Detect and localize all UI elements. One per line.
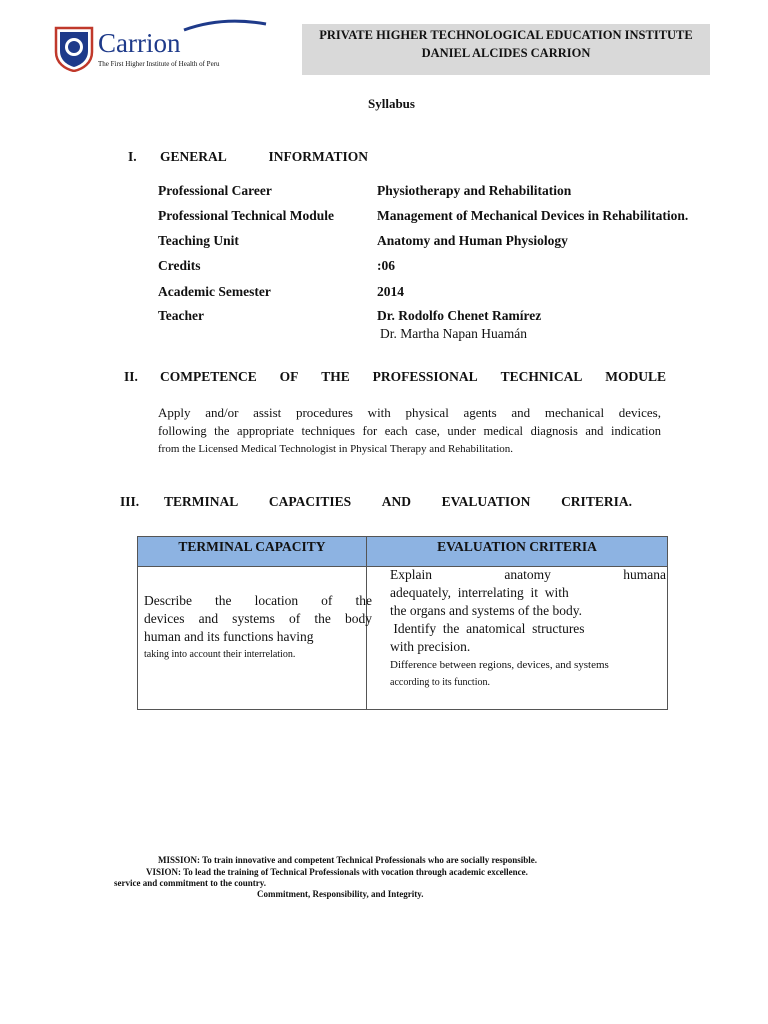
logo-name: Carrion (98, 28, 181, 58)
capacity-line: Describe the location of the (144, 593, 372, 608)
section-2-title-word: PROFESSIONAL (372, 369, 478, 384)
section-2-title-word: MODULE (605, 369, 666, 384)
criteria-line: with precision. (390, 639, 471, 654)
section-2-number: II. (124, 369, 138, 384)
criteria-line: adequately, interrelating it with (390, 585, 569, 600)
competence-line: Apply and/or assist procedures with physical agents and mechanical devices, (158, 405, 661, 420)
footer-mission: MISSION: To train innovative and competent Technical Professionals who are socially responsible. (158, 855, 538, 865)
info-label: Teaching Unit (158, 233, 239, 248)
section-3-title-word: EVALUATION (441, 494, 531, 509)
capacity-line: taking into account their interrelation. (144, 649, 296, 660)
section-2-title-word: COMPETENCE (160, 369, 257, 384)
document-title: Syllabus (368, 96, 415, 111)
footer-vision: VISION: To lead the training of Technical Professionals with vocation through academic excellence. (146, 867, 528, 877)
criteria-item-1: Explain anatomy humana (390, 567, 666, 582)
info-label: Credits (158, 258, 201, 273)
capacity-line: devices and systems of the body (144, 611, 372, 626)
competence-line: from the Licensed Medical Technologist in Physical Therapy and Rehabilitation. (158, 443, 514, 455)
section-3-title-word: CAPACITIES (268, 494, 352, 509)
header-line-2: DANIEL ALCIDES CARRION (421, 46, 591, 60)
section-1-number: I. (128, 149, 137, 164)
info-label: Academic Semester (158, 284, 271, 299)
section-1-title-word: INFORMATION (268, 149, 368, 164)
info-label: Professional Technical Module (158, 208, 335, 223)
logo-tagline: The First Higher Institute of Health of Peru (98, 60, 220, 68)
institute-logo (52, 24, 244, 74)
criteria-line: the organs and systems of the body. (390, 603, 582, 618)
capacity-line: human and its functions having (144, 629, 314, 644)
competence-line: following the appropriate techniques for each case, under medical diagnosis and indication (158, 424, 661, 438)
section-2-title-word: THE (321, 369, 350, 384)
teacher-extra: Dr. Martha Napan Huamán (380, 326, 527, 341)
criteria-item-2: Identify the anatomical structures (393, 621, 585, 636)
info-value: Dr. Rodolfo Chenet Ramírez (377, 308, 542, 323)
section-3-title-word: CRITERIA. (561, 494, 632, 509)
section-1-title-word: GENERAL (160, 149, 227, 164)
criteria-line: according to its function. (390, 677, 490, 688)
section-3-title-word: AND (381, 494, 412, 509)
capacities-table (137, 536, 668, 710)
criteria-cell (390, 566, 666, 692)
competence-paragraph (158, 404, 661, 458)
info-value: :06 (377, 258, 395, 273)
table-header-capacity: TERMINAL CAPACITY (178, 539, 326, 554)
institute-header (302, 24, 710, 75)
info-value: Management of Mechanical Devices in Rehabilitation. (377, 208, 689, 223)
header-line-1: PRIVATE HIGHER TECHNOLOGICAL EDUCATION INSTITUTE (319, 28, 693, 42)
section-3-number: III. (120, 494, 140, 509)
shield-emblem-icon (54, 26, 94, 72)
info-value: 2014 (377, 284, 404, 299)
info-value: Anatomy and Human Physiology (377, 233, 568, 248)
capacity-cell (144, 592, 372, 664)
info-value: Physiotherapy and Rehabilitation (377, 183, 572, 198)
info-label: Professional Career (158, 183, 272, 198)
table-header-criteria: EVALUATION CRITERIA (437, 539, 597, 554)
criteria-item-3: Difference between regions, devices, and systems (390, 659, 609, 671)
section-2-title-word: TECHNICAL (500, 369, 583, 384)
section-2-title-word: OF (279, 369, 299, 384)
section-3-title-word: TERMINAL (164, 494, 239, 509)
logo-swoosh-icon (182, 18, 268, 32)
info-label: Teacher (158, 308, 204, 323)
table-header-row (138, 537, 667, 567)
footer-values: Commitment, Responsibility, and Integrity. (257, 889, 424, 899)
footer-service: service and commitment to the country. (114, 878, 266, 888)
